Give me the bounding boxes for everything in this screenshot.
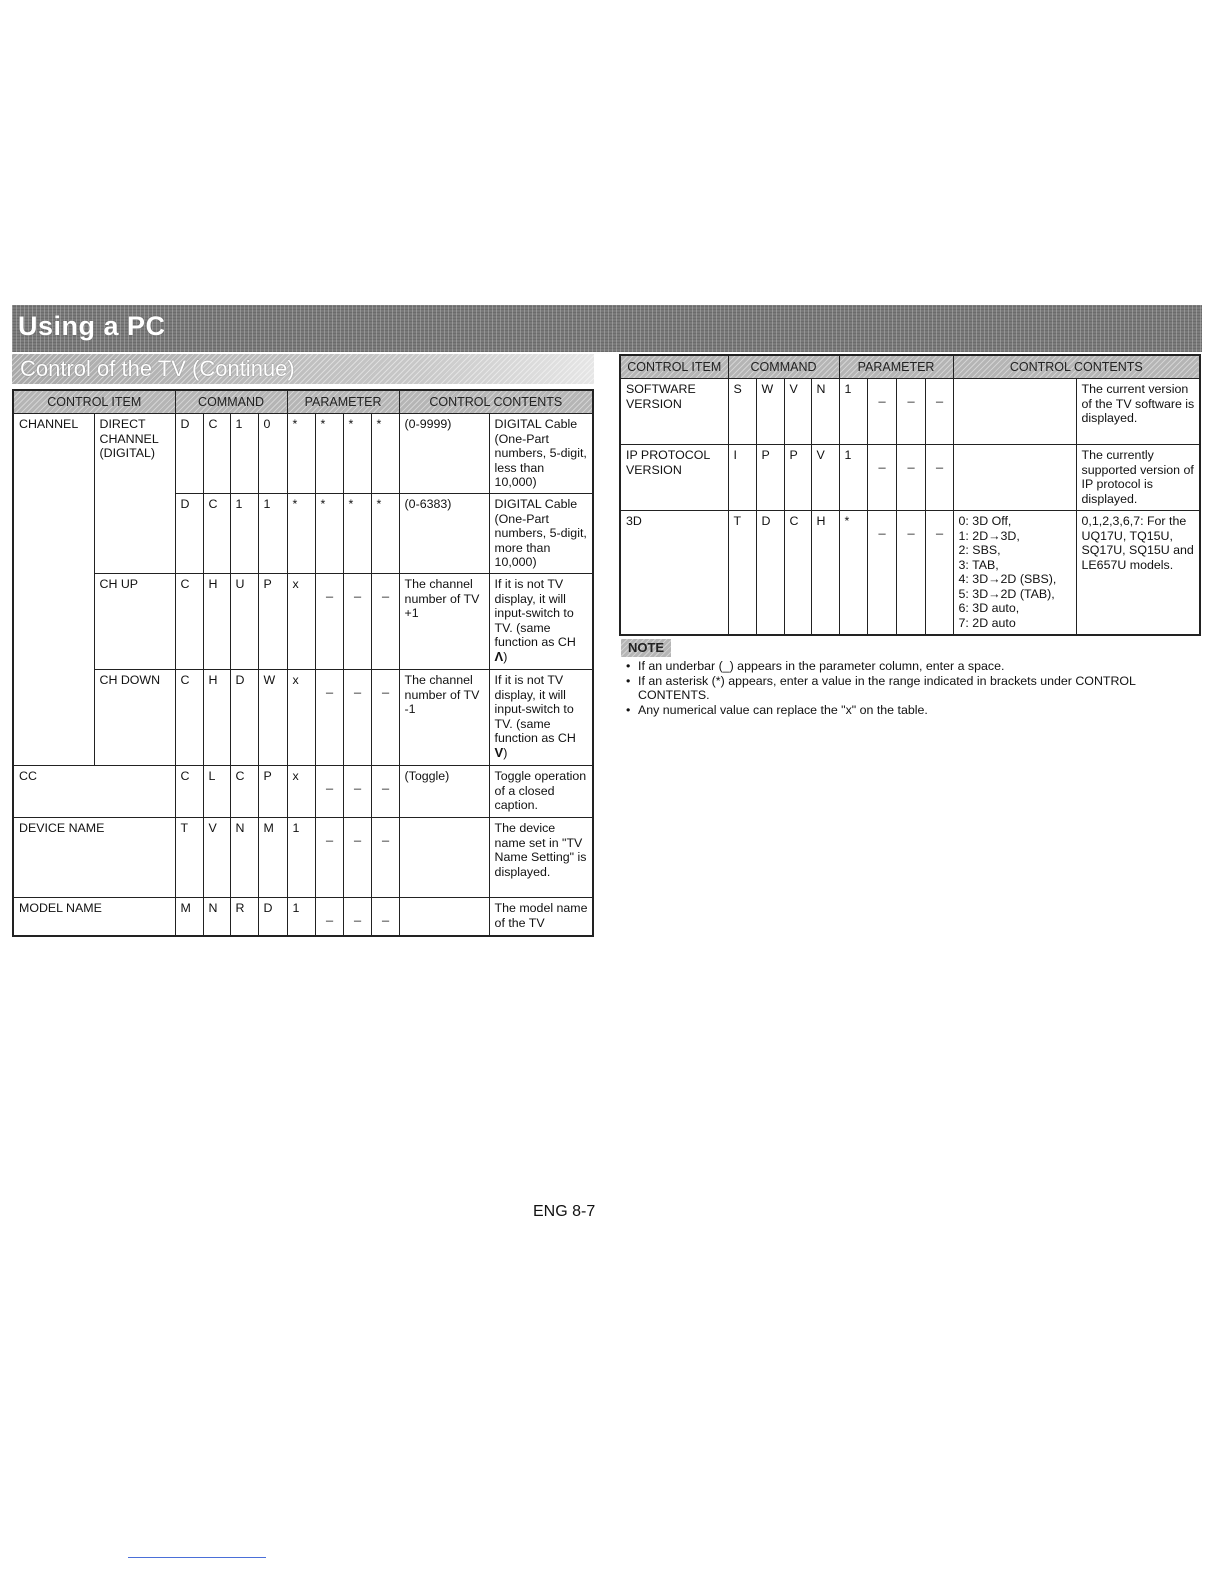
control-table-right xyxy=(619,354,1201,636)
cmd-char: V xyxy=(784,379,811,445)
range-cell: The channel number of TV +1 xyxy=(399,574,489,670)
param-char: * xyxy=(343,494,371,574)
param-char: _ xyxy=(315,670,343,766)
header-parameter: PARAMETER xyxy=(839,355,953,379)
param-char: _ xyxy=(867,511,896,635)
item-channel: CHANNEL xyxy=(13,414,94,766)
item-3d: 3D xyxy=(620,511,728,635)
option-line: 3: TAB, xyxy=(958,557,999,572)
range-cell: (0-9999) xyxy=(399,414,489,494)
table-row xyxy=(13,898,593,936)
param-char: * xyxy=(371,414,399,494)
param-char: _ xyxy=(371,898,399,936)
param-char: _ xyxy=(315,898,343,936)
option-line: 5: 3D→2D (TAB), xyxy=(958,586,1055,601)
section-banner xyxy=(12,305,1202,352)
param-char: _ xyxy=(925,445,953,511)
note-list xyxy=(622,659,1192,717)
param-char: _ xyxy=(371,670,399,766)
table-row xyxy=(13,414,593,494)
param-char: _ xyxy=(896,511,925,635)
param-char: * xyxy=(315,494,343,574)
table-row xyxy=(13,766,593,818)
header-control-contents: CONTROL CONTENTS xyxy=(399,390,593,414)
note-item: • If an underbar (_) appears in the parameter column, enter a space. xyxy=(622,659,1192,674)
param-char: _ xyxy=(371,574,399,670)
cmd-char: D xyxy=(230,670,258,766)
range-cell: (Toggle) xyxy=(399,766,489,818)
cmd-char: C xyxy=(175,766,203,818)
cmd-char: P xyxy=(258,574,287,670)
param-char: 1 xyxy=(839,379,867,445)
param-char: _ xyxy=(925,379,953,445)
range-cell: The channel number of TV -1 xyxy=(399,670,489,766)
cmd-char: H xyxy=(203,574,230,670)
item-software-version: SOFTWARE VERSION xyxy=(620,379,728,445)
param-char: _ xyxy=(867,379,896,445)
param-char: _ xyxy=(867,445,896,511)
param-char: * xyxy=(839,511,867,635)
footer-rule xyxy=(128,1557,266,1558)
param-char: * xyxy=(371,494,399,574)
cmd-char: D xyxy=(175,414,203,494)
section-subtitle: Control of the TV (Continue) xyxy=(20,356,295,381)
description-text: If it is not TV display, it will input-switch to TV. (same function as CH xyxy=(494,673,576,745)
cmd-char: D xyxy=(756,511,784,635)
cmd-char: U xyxy=(230,574,258,670)
cmd-char: S xyxy=(728,379,756,445)
param-char: * xyxy=(287,414,315,494)
param-char: _ xyxy=(315,766,343,818)
subitem-direct-channel: DIRECT CHANNEL (DIGITAL) xyxy=(94,414,175,574)
option-line: 2: SBS, xyxy=(958,543,1001,557)
cmd-char: P xyxy=(784,445,811,511)
table-header-row xyxy=(620,355,1200,379)
param-char: x xyxy=(287,670,315,766)
cmd-char: L xyxy=(203,766,230,818)
page-title: Using a PC xyxy=(18,311,166,341)
cmd-char: W xyxy=(258,670,287,766)
header-control-item: CONTROL ITEM xyxy=(13,390,175,414)
control-table-left xyxy=(12,389,594,937)
cmd-char: C xyxy=(203,414,230,494)
range-cell xyxy=(399,818,489,898)
option-line: 1: 2D→3D, xyxy=(958,528,1020,543)
cmd-char: C xyxy=(784,511,811,635)
page-number: ENG 8-7 xyxy=(533,1203,596,1220)
table-row xyxy=(620,445,1200,511)
item-device-name: DEVICE NAME xyxy=(13,818,175,898)
header-control-contents: CONTROL CONTENTS xyxy=(953,355,1200,379)
cmd-char: V xyxy=(203,818,230,898)
cmd-char: 0 xyxy=(258,414,287,494)
param-char: 1 xyxy=(287,818,315,898)
param-char: _ xyxy=(315,574,343,670)
description-text: If it is not TV display, it will input-switch to TV. (same function as CH xyxy=(494,577,576,649)
cmd-char: H xyxy=(203,670,230,766)
cmd-char: D xyxy=(175,494,203,574)
cmd-char: P xyxy=(258,766,287,818)
cmd-char: D xyxy=(258,898,287,936)
cmd-char: V xyxy=(811,445,839,511)
param-char: _ xyxy=(925,511,953,635)
description-cell xyxy=(489,670,593,766)
cmd-char: C xyxy=(175,574,203,670)
param-char: _ xyxy=(371,818,399,898)
param-char: _ xyxy=(343,818,371,898)
param-char: _ xyxy=(343,670,371,766)
description-close: ) xyxy=(503,745,508,760)
description-cell: DIGITAL Cable (One-Part numbers, 5-digit, less than 10,000) xyxy=(489,414,593,494)
param-char: _ xyxy=(896,445,925,511)
cmd-char: I xyxy=(728,445,756,511)
cmd-char: 1 xyxy=(230,494,258,574)
param-char: x xyxy=(287,574,315,670)
item-cc: CC xyxy=(13,766,175,818)
item-ip-protocol-version: IP PROTOCOL VERSION xyxy=(620,445,728,511)
range-cell xyxy=(953,511,1076,635)
cmd-char: N xyxy=(203,898,230,936)
note-item: • Any numerical value can replace the "x" on the table. xyxy=(622,703,1192,718)
description-cell: 0,1,2,3,6,7: For the UQ17U, TQ15U, SQ17U, SQ15U and LE657U models. xyxy=(1076,511,1200,635)
cmd-char: H xyxy=(811,511,839,635)
option-line: 6: 3D auto, xyxy=(958,601,1020,615)
cmd-char: C xyxy=(175,670,203,766)
range-cell xyxy=(399,898,489,936)
param-char: * xyxy=(343,414,371,494)
param-char: * xyxy=(315,414,343,494)
cmd-char: R xyxy=(230,898,258,936)
param-char: * xyxy=(287,494,315,574)
cmd-char: P xyxy=(756,445,784,511)
table-header-row xyxy=(13,390,593,414)
header-parameter: PARAMETER xyxy=(287,390,399,414)
description-cell: The device name set in "TV Name Setting" is displayed. xyxy=(489,818,593,898)
table-row xyxy=(13,574,593,670)
option-line: 7: 2D auto xyxy=(958,615,1016,630)
description-close: ) xyxy=(503,649,508,664)
table-row xyxy=(620,511,1200,635)
subitem-ch-down: CH DOWN xyxy=(94,670,175,766)
cmd-char: M xyxy=(175,898,203,936)
cmd-char: W xyxy=(756,379,784,445)
description-cell: The model name of the TV xyxy=(489,898,593,936)
param-char: _ xyxy=(343,898,371,936)
table-row xyxy=(13,818,593,898)
header-control-item: CONTROL ITEM xyxy=(620,355,728,379)
cmd-char: T xyxy=(728,511,756,635)
cmd-char: 1 xyxy=(258,494,287,574)
cmd-char: 1 xyxy=(230,414,258,494)
range-cell xyxy=(953,445,1076,511)
header-command: COMMAND xyxy=(728,355,839,379)
param-char: _ xyxy=(315,818,343,898)
channel-up-icon: Λ xyxy=(494,648,504,664)
note-label: NOTE xyxy=(621,639,671,657)
param-char: 1 xyxy=(287,898,315,936)
table-row xyxy=(13,670,593,766)
description-cell: The current version of the TV software is displayed. xyxy=(1076,379,1200,445)
param-char: _ xyxy=(371,766,399,818)
range-cell: (0-6383) xyxy=(399,494,489,574)
header-command: COMMAND xyxy=(175,390,287,414)
channel-down-icon: V xyxy=(494,744,504,760)
cmd-char: C xyxy=(230,766,258,818)
param-char: 1 xyxy=(839,445,867,511)
subitem-ch-up: CH UP xyxy=(94,574,175,670)
cmd-char: C xyxy=(203,494,230,574)
cmd-char: N xyxy=(230,818,258,898)
option-line: 0: 3D Off, xyxy=(958,514,1012,528)
description-cell xyxy=(489,574,593,670)
param-char: _ xyxy=(896,379,925,445)
cmd-char: N xyxy=(811,379,839,445)
cmd-char: T xyxy=(175,818,203,898)
description-cell: Toggle operation of a closed caption. xyxy=(489,766,593,818)
param-char: _ xyxy=(343,766,371,818)
option-line: 4: 3D→2D (SBS), xyxy=(958,572,1057,586)
param-char: x xyxy=(287,766,315,818)
table-row xyxy=(620,379,1200,445)
param-char: _ xyxy=(343,574,371,670)
subsection-banner xyxy=(12,354,594,384)
description-cell: DIGITAL Cable (One-Part numbers, 5-digit, more than 10,000) xyxy=(489,494,593,574)
item-model-name: MODEL NAME xyxy=(13,898,175,936)
range-cell xyxy=(953,379,1076,445)
description-cell: The currently supported version of IP protocol is displayed. xyxy=(1076,445,1200,511)
cmd-char: M xyxy=(258,818,287,898)
note-item: • If an asterisk (*) appears, enter a value in the range indicated in brackets under CONTROL CONTENTS. xyxy=(622,674,1192,703)
